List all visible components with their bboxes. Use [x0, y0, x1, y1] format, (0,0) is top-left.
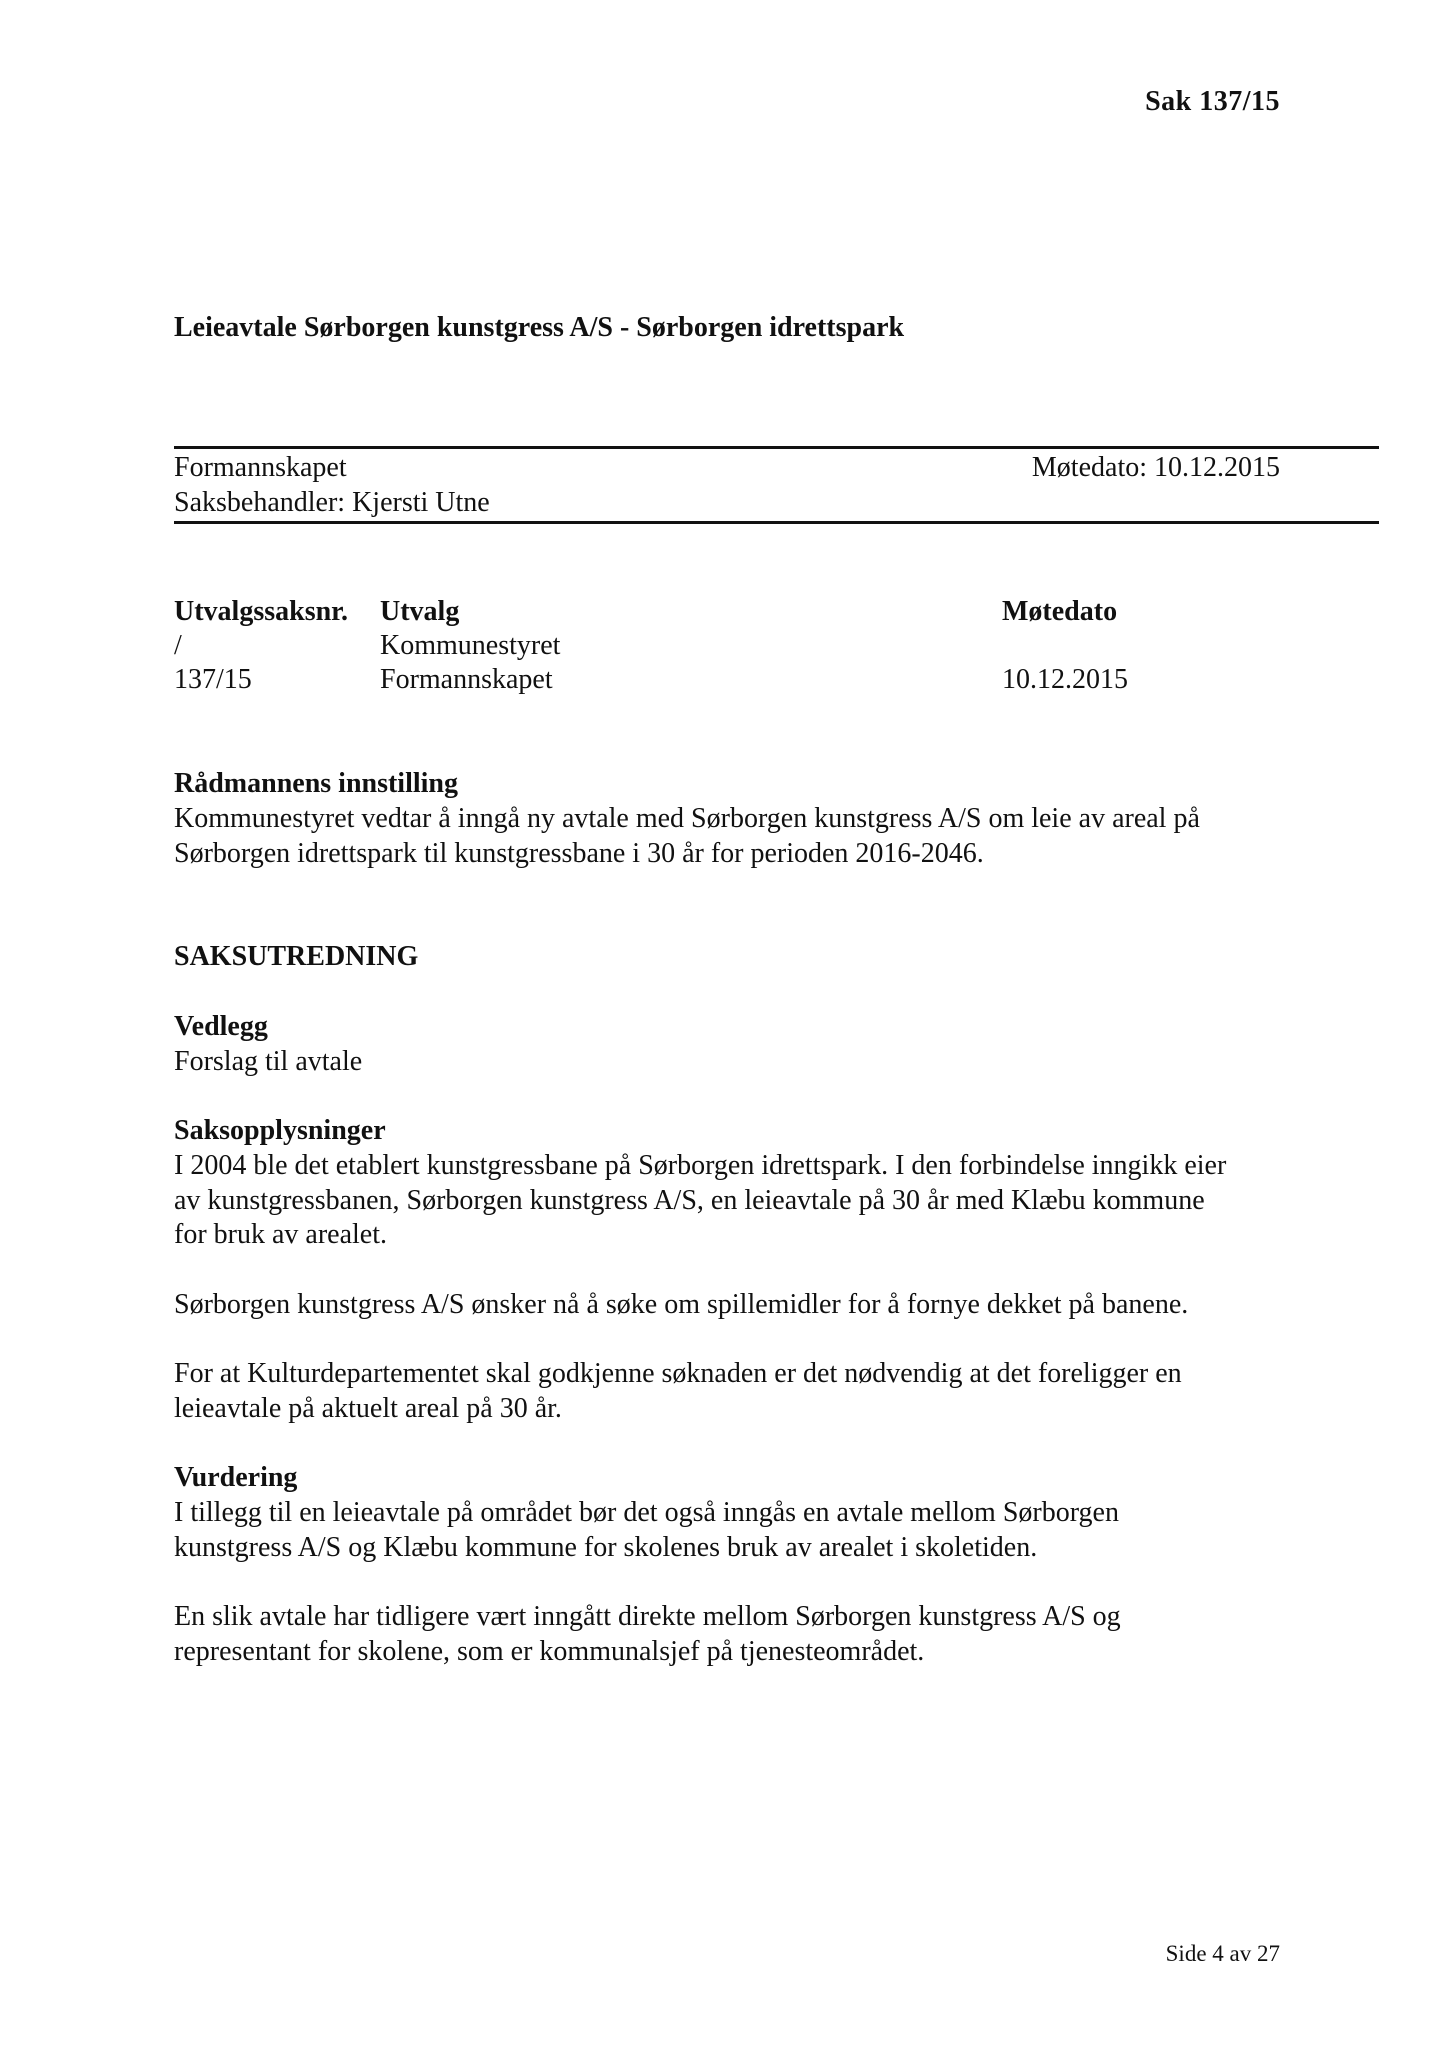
assessment-heading: Vurdering: [174, 1462, 298, 1493]
meta-case-officer: Saksbehandler: Kjersti Utne: [174, 487, 490, 518]
meta-top-rule: [174, 446, 1379, 449]
facts-paragraph-1: [174, 1149, 1304, 1253]
meta-meeting-date: Møtedato: 10.12.2015: [1031, 452, 1280, 483]
meta-committee: Formannskapet: [174, 452, 347, 483]
attachments-heading: Vedlegg: [174, 1011, 268, 1042]
table-row-2-committee: Formannskapet: [380, 664, 553, 695]
attachments-body: [174, 1045, 1304, 1080]
section-title: SAKSUTREDNING: [174, 941, 419, 972]
table-row-2-date: 10.12.2015: [1002, 664, 1128, 695]
recommendation-body: [174, 802, 1304, 871]
table-row-1-number: /: [174, 630, 182, 661]
facts-line: I 2004 ble det etablert kunstgressbane på Sørborgen idrettspark. I den forbindelse inngikk eier: [174, 1150, 1227, 1181]
facts-line: av kunstgressbanen, Sørborgen kunstgress A/S, en leieavtale på 30 år med Klæbu kommune: [174, 1184, 1205, 1216]
document-title: Leieavtale Sørborgen kunstgress A/S - Sørborgen idrettspark: [174, 312, 905, 343]
facts-line: For at Kulturdepartementet skal godkjenne søknaden er det nødvendig at det foreligger en: [174, 1358, 1182, 1389]
facts-line: leieavtale på aktuelt areal på 30 år.: [174, 1392, 562, 1424]
assessment-paragraph-1: [174, 1496, 1304, 1565]
recommendation-line: Kommunestyret vedtar å inngå ny avtale med Sørborgen kunstgress A/S om leie av areal på: [174, 803, 1200, 834]
facts-paragraph-2: [174, 1288, 1304, 1323]
assessment-line: kunstgress A/S og Klæbu kommune for skolenes bruk av arealet i skoletiden.: [174, 1531, 1038, 1563]
facts-line: for bruk av arealet.: [174, 1219, 387, 1250]
case-number: Sak 137/15: [1145, 86, 1280, 117]
table-row-1-committee: Kommunestyret: [380, 630, 561, 661]
recommendation-heading: Rådmannens innstilling: [174, 768, 458, 799]
assessment-line: I tillegg til en leieavtale på området bør det også inngås en avtale mellom Sørborgen: [174, 1497, 1119, 1528]
recommendation-line: Sørborgen idrettspark til kunstgressbane i 30 år for perioden 2016-2046.: [174, 837, 984, 869]
table-header-number: Utvalgssaksnr.: [174, 596, 349, 627]
facts-paragraph-3: [174, 1357, 1304, 1426]
assessment-paragraph-2: [174, 1600, 1304, 1669]
attachment-item: Forslag til avtale: [174, 1046, 363, 1077]
table-row-2-number: 137/15: [174, 664, 252, 695]
meta-bottom-rule: [174, 521, 1379, 524]
facts-heading: Saksopplysninger: [174, 1115, 386, 1146]
assessment-line: En slik avtale har tidligere vært inngått direkte mellom Sørborgen kunstgress A/S og: [174, 1601, 1121, 1632]
table-header-date: Møtedato: [1002, 596, 1118, 627]
table-header-committee: Utvalg: [380, 596, 460, 627]
assessment-line: representant for skolene, som er kommunalsjef på tjenesteområdet.: [174, 1635, 925, 1667]
facts-line: Sørborgen kunstgress A/S ønsker nå å søke om spillemidler for å fornye dekket på banene.: [174, 1289, 1189, 1320]
page-number: Side 4 av 27: [1165, 1941, 1280, 1966]
